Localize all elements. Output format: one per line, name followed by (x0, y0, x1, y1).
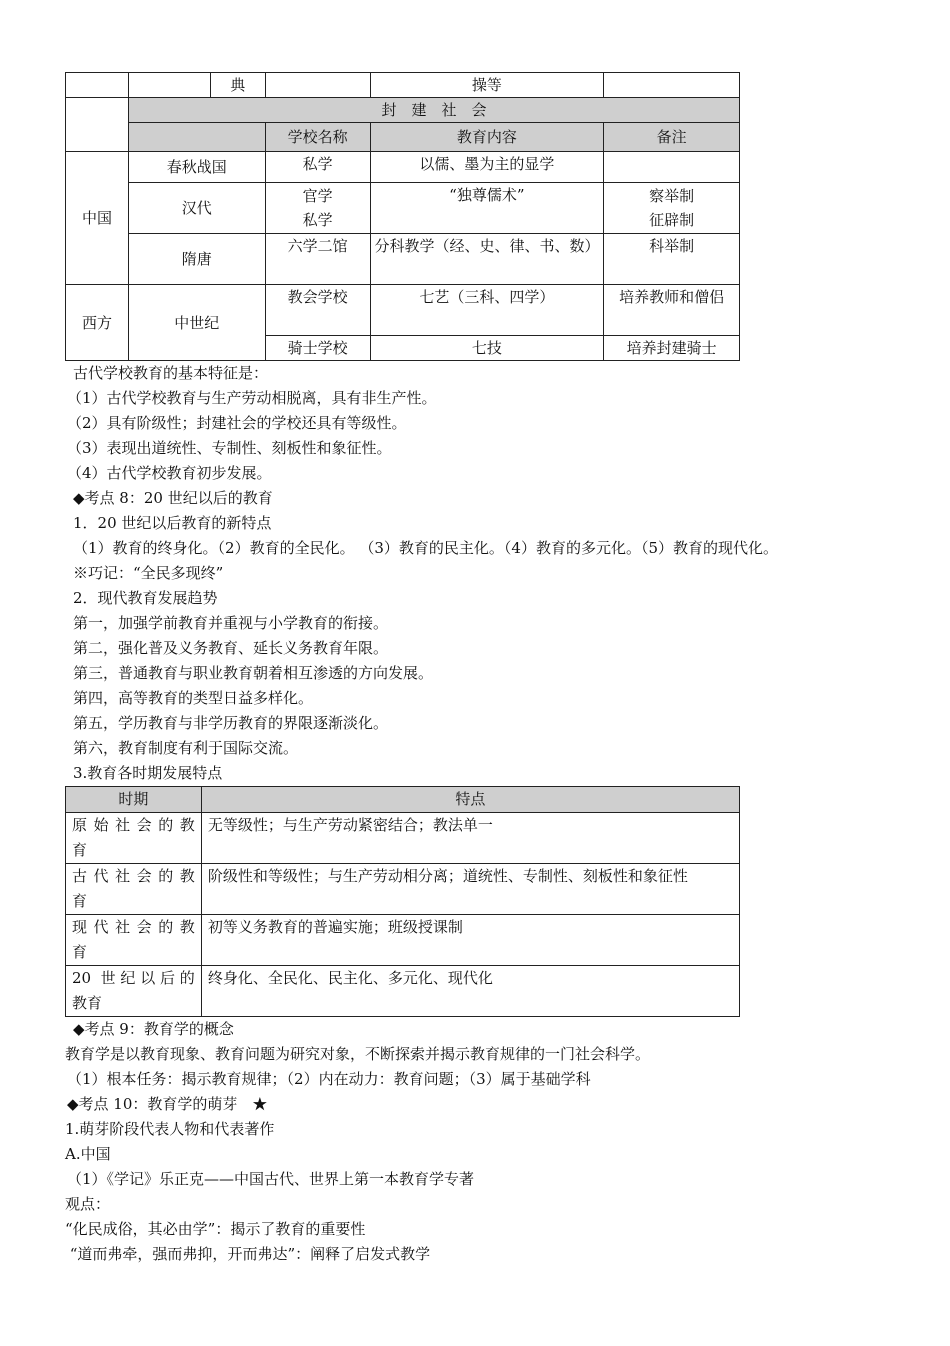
period-cell: 汉代 (128, 183, 265, 234)
table-cell: 操等 (370, 73, 604, 98)
region-china: 中国 (66, 152, 129, 285)
cell-text: 典 (210, 73, 265, 97)
period-line: 教育 (72, 994, 103, 1012)
paragraph: （1）《学记》乐正克——中国古代、世界上第一本教育学专著 (67, 1170, 475, 1188)
content-cell: 七技 (370, 336, 604, 361)
school-cell: 六学二馆 (265, 234, 370, 285)
table-row (66, 183, 740, 234)
table-cell (604, 73, 740, 98)
period-cell (66, 915, 202, 966)
header-period: 时期 (66, 787, 202, 813)
text-block-1 (67, 361, 885, 786)
section-heading: ◆考点 10：教育学的萌芽 ★ (67, 1095, 268, 1113)
period-cell: 隋唐 (128, 234, 265, 285)
school-cell: 骑士学校 (265, 336, 370, 361)
table-cell (265, 73, 370, 98)
period-line: 古代社会的教 (72, 867, 195, 885)
paragraph: 1．20 世纪以后教育的新特点 (73, 514, 272, 532)
section-heading: ◆考点 8：20 世纪以后的教育 (73, 489, 273, 507)
table-row (66, 864, 740, 915)
period-features-table (65, 786, 740, 1017)
header-note: 备注 (604, 123, 740, 152)
content-cell: 以儒、墨为主的显学 (370, 152, 604, 183)
note-cell (604, 152, 740, 183)
table-row (66, 152, 740, 183)
note-cell: 科举制 (604, 234, 740, 285)
period-cell (66, 966, 202, 1017)
paragraph: 古代学校教育的基本特征是： (73, 364, 269, 382)
table-row (66, 73, 740, 98)
period-cell: 春秋战国 (128, 152, 265, 183)
header-content: 教育内容 (370, 123, 604, 152)
table-row (66, 915, 740, 966)
table-header-row (66, 123, 740, 152)
paragraph: “化民成俗，其必由学”：揭示了教育的重要性 (65, 1220, 366, 1238)
period-line: 育 (72, 943, 88, 961)
paragraph: 2．现代教育发展趋势 (73, 589, 218, 607)
content-cell: “独尊儒术” (370, 183, 604, 234)
note-cell: 察举制 征辟制 (604, 183, 740, 234)
paragraph: 1.萌芽阶段代表人物和代表著作 (65, 1120, 275, 1138)
feature-cell: 终身化、全民化、民主化、多元化、现代化 (201, 966, 739, 1017)
table-cell (66, 98, 129, 152)
paragraph: （1）根本任务：揭示教育规律；（2）内在动力：教育问题；（3）属于基础学科 (67, 1070, 591, 1088)
table-row (66, 234, 740, 285)
paragraph: 第四，高等教育的类型日益多样化。 (73, 689, 314, 707)
paragraph: 观点： (65, 1195, 111, 1213)
note-cell: 培养封建骑士 (604, 336, 740, 361)
period-line: 育 (72, 841, 88, 859)
period-line: 现代社会的教 (72, 918, 195, 936)
paragraph: （3）表现出道统性、专制性、刻板性和象征性。 (67, 439, 392, 457)
header-feature: 特点 (201, 787, 739, 813)
table-row (66, 966, 740, 1017)
paragraph: 第五，学历教育与非学历教育的界限逐渐淡化。 (73, 714, 389, 732)
header-school: 学校名称 (265, 123, 370, 152)
feature-cell: 阶级性和等级性；与生产劳动相分离；道统性、专制性、刻板性和象征性 (201, 864, 739, 915)
period-cell (66, 864, 202, 915)
document-page (65, 72, 885, 1267)
text-block-2 (65, 1017, 885, 1267)
section-heading: ◆考点 9：教育学的概念 (73, 1020, 234, 1038)
paragraph: 教育学是以教育现象、教育问题为研究对象，不断探索并揭示教育规律的一门社会科学。 (65, 1045, 651, 1063)
table-cell (128, 73, 265, 98)
paragraph: （4）古代学校教育初步发展。 (67, 464, 272, 482)
table-row (66, 813, 740, 864)
paragraph: 第一，加强学前教育并重视与小学教育的衔接。 (73, 614, 389, 632)
region-west: 西方 (66, 285, 129, 361)
period-cell (66, 813, 202, 864)
paragraph: 第二，强化普及义务教育、延长义务教育年限。 (73, 639, 389, 657)
school-cell: 私学 (265, 152, 370, 183)
paragraph: （1）古代学校教育与生产劳动相脱离，具有非生产性。 (67, 389, 437, 407)
paragraph: （1）教育的终身化。（2）教育的全民化。 （3）教育的民主化。（4）教育的多元化。（5）教育的现代化。 (73, 539, 778, 557)
table-header-row (66, 787, 740, 813)
table-row (66, 98, 740, 123)
paragraph: （2）具有阶级性；封建社会的学校还具有等级性。 (67, 414, 407, 432)
paragraph: “道而弗牵，强而弗抑，开而弗达”：阐释了启发式教学 (65, 1245, 431, 1263)
paragraph: 3.教育各时期发展特点 (73, 764, 223, 782)
feature-cell: 初等义务教育的普遍实施；班级授课制 (201, 915, 739, 966)
paragraph: A.中国 (65, 1145, 111, 1163)
school-cell: 官学 私学 (265, 183, 370, 234)
period-line: 育 (72, 892, 88, 910)
table-cell (66, 73, 129, 98)
paragraph: 第三，普通教育与职业教育朝着相互渗透的方向发展。 (73, 664, 434, 682)
feature-cell: 无等级性；与生产劳动紧密结合；教法单一 (201, 813, 739, 864)
paragraph: 第六，教育制度有利于国际交流。 (73, 739, 299, 757)
school-cell: 教会学校 (265, 285, 370, 336)
period-line: 20 世纪以后的 (72, 969, 195, 987)
feudal-society-banner: 封 建 社 会 (128, 98, 739, 123)
table-cell (128, 123, 265, 152)
content-cell: 分科教学（经、史、律、书、数） (370, 234, 604, 285)
period-line: 原始社会的教 (72, 816, 195, 834)
content-cell: 七艺（三科、四学） (370, 285, 604, 336)
feudal-school-table (65, 72, 740, 361)
note-cell: 培养教师和僧侣 (604, 285, 740, 336)
paragraph: ※巧记：“全民多现终” (73, 564, 224, 582)
table-row (66, 285, 740, 336)
period-cell: 中世纪 (128, 285, 265, 361)
